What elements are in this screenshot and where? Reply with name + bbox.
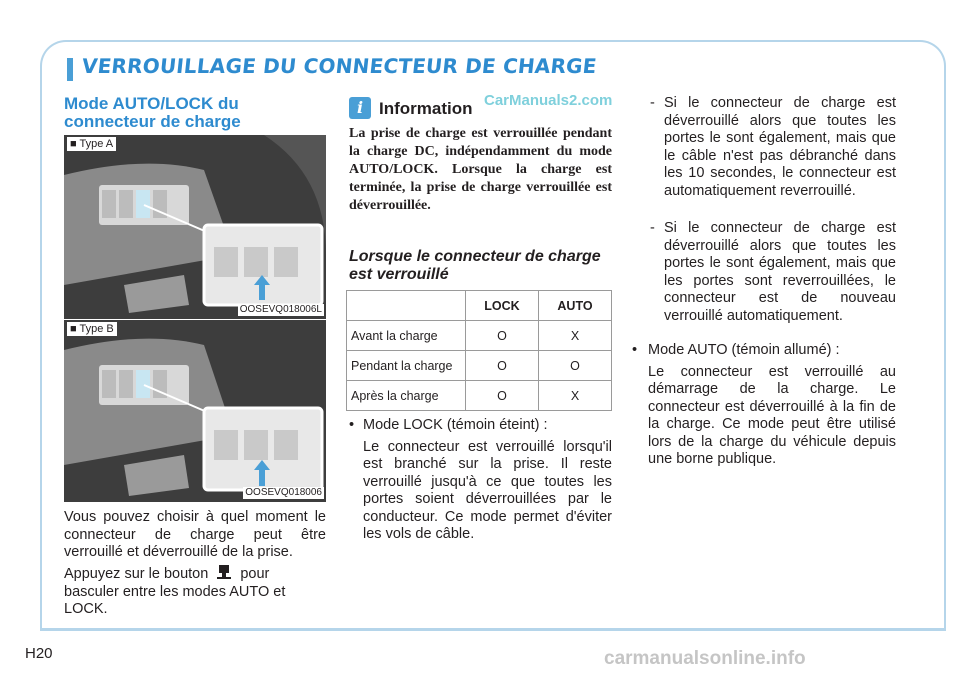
table-header: LOCK [466, 291, 539, 321]
info-title: Information [379, 99, 473, 118]
dash-marker: - [650, 95, 655, 111]
lock-mode-table [346, 290, 612, 411]
bullet-dot: • [632, 342, 638, 358]
table-row [347, 381, 612, 411]
bullet-auto-title: Mode AUTO (témoin allumé) : [648, 342, 840, 358]
table-cell: O [539, 351, 612, 381]
figure-a-code: OOSEVQ018006L [239, 304, 322, 315]
footer-watermark: carmanualsonline.info [604, 648, 806, 669]
left-paragraph-1: Vous pouvez choisir à quel moment le connecteur de charge peut être verrouillé et déverrouillé de la prise. [64, 509, 326, 560]
table-cell: Après la charge [347, 381, 466, 411]
table-cell: X [539, 381, 612, 411]
section-title: VERROUILLAGE DU CONNECTEUR DE CHARGE [80, 54, 598, 78]
table-row [347, 351, 612, 381]
figure-b-code: OOSEVQ018006 [245, 487, 322, 498]
table-cell: Avant la charge [347, 321, 466, 351]
table-header-row [347, 291, 612, 321]
bullet-lock [349, 417, 612, 544]
figure-b-tag: ■ Type B [67, 322, 117, 336]
table-cell: O [466, 381, 539, 411]
page-number: H20 [25, 645, 53, 662]
left-heading: Mode AUTO/LOCK du connecteur de charge [64, 94, 241, 131]
dash-marker: - [650, 220, 655, 236]
dash-1-text: Si le connecteur de charge est déverrouillé alors que toutes les portes le sont également, mais que le câble n'est pas débranché dans les 10 secondes, le connecteur est automatiquement reverrouillé. [664, 95, 896, 199]
table-header: AUTO [539, 291, 612, 321]
figure-type-b [64, 320, 326, 502]
frame-bottom-line [40, 628, 946, 631]
info-text: La prise de charge est verrouillée pendant la charge DC, indépendamment du mode AUTO/LOCK. Lorsque la charge est terminée, la prise de charge verrouillée est déverrouillée. [349, 126, 612, 213]
right-dash-1 [650, 95, 896, 200]
table-cell: O [466, 321, 539, 351]
title-accent-bar [67, 58, 73, 81]
table-cell: X [539, 321, 612, 351]
bullet-lock-title: Mode LOCK (témoin éteint) : [363, 417, 548, 433]
table-cell: Pendant la charge [347, 351, 466, 381]
charge-lock-button-icon [216, 564, 232, 580]
dash-2-text: Si le connecteur de charge est déverrouillé alors que toutes les portes le sont également, mais que les portes sont reverrouillées, le connecteur est de nouveau verrouillé automatiquement. [664, 220, 896, 324]
figure-a-tag: ■ Type A [67, 137, 116, 151]
bullet-dot: • [349, 417, 355, 433]
bullet-lock-text: Le connecteur est verrouillé lorsqu'il est branché sur la prise. Il reste verrouillé jusqu'à ce que toutes les portes soient déverrouillées par le conducteur. Ce mode permet d'éviter les vols de câble. [363, 438, 612, 542]
bullet-auto-text: Le connecteur est verrouillé au démarrage de la charge. Le connecteur est déverrouillé à la fin de la charge. Ce mode peut être utilisé lors de la charge du véhicule depuis une borne publique. [648, 363, 896, 467]
table-cell: O [466, 351, 539, 381]
info-icon: i [349, 97, 371, 119]
dashboard-illustration-b [64, 320, 326, 502]
para2-before: Appuyez sur le bouton [64, 566, 209, 582]
table-header [347, 291, 466, 321]
table-row [347, 321, 612, 351]
left-paragraph-2 [64, 564, 326, 619]
figure-type-a [64, 135, 326, 319]
bullet-lock-title-row [349, 417, 612, 435]
watermark: CarManuals2.com [484, 92, 613, 109]
right-dash-2 [650, 220, 896, 325]
lock-subheading: Lorsque le connecteur de charge est verrouillé [349, 248, 601, 283]
dashboard-illustration-a [64, 135, 326, 319]
para2-after: pour basculer entre les modes AUTO et LOCK. [64, 566, 286, 617]
bullet-auto [632, 342, 896, 469]
